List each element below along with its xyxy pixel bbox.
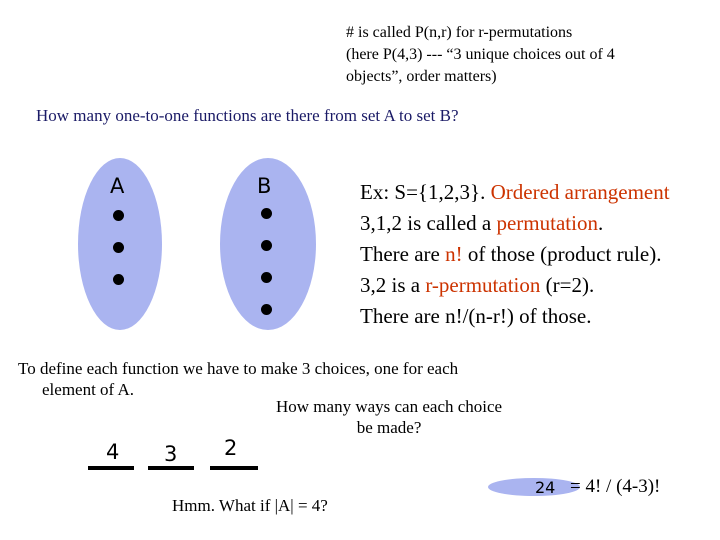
answer-highlight [488,478,580,496]
answer-value: 24 [535,478,556,497]
set-a-element [113,274,124,285]
choice-blank-3 [210,466,258,470]
define-line-1: To define each function we have to make 3 choices, one for each [18,359,459,378]
choice-blank-1 [88,466,134,470]
note-line-3: objects”, order matters) [346,68,497,85]
choice-count-1: 4 [106,440,120,464]
how-many-line-1: How many ways can each choice [276,397,503,416]
permutation-note [346,22,706,88]
example-line-5: There are n!/(n-r!) of those. [360,304,592,328]
define-line-2: element of A. [42,380,135,399]
how-many-line-2: be made? [356,418,422,437]
how-many-ways-question [276,396,502,438]
set-a-element [113,242,124,253]
set-b-label: B [257,174,272,198]
set-b-element [261,240,272,251]
note-line-2: (here P(4,3) --- “3 unique choices out of 4 [346,46,615,63]
choice-count-3: 2 [224,436,238,460]
example-line-2 [360,208,670,239]
example-text: There are [360,242,446,266]
example-text: . [597,211,604,235]
set-b-element [261,208,272,219]
example-highlight: n! [445,242,463,266]
example-line-3 [360,239,670,270]
choice-blank-2 [148,466,194,470]
example-highlight: r-permutation [425,273,541,297]
permutation-example [360,177,670,332]
example-text: 3,2 is a [360,273,426,297]
followup-question: Hmm. What if |A| = 4? [172,496,328,515]
note-line-1: # is called P(n,r) for r-permutations [346,24,573,41]
set-a-element [113,210,124,221]
example-text: of those (product rule). [462,242,662,266]
example-line-4 [360,270,670,301]
example-text: (r=2). [540,273,595,297]
choice-count-2: 3 [164,442,178,466]
question-heading: How many one-to-one functions are there from set A to set B? [36,106,459,125]
set-b-element [261,272,272,283]
example-text: Ex: S={1,2,3}. [360,180,491,204]
set-b-element [261,304,272,315]
define-paragraph [18,358,458,400]
example-text: 3,1,2 is called a [360,211,497,235]
example-highlight: permutation [496,211,598,235]
set-a-label: A [110,174,125,198]
example-highlight: Ordered arrangement [490,180,670,204]
example-line-1 [360,177,670,208]
answer-expression: = 4! / (4-3)! [570,476,661,497]
